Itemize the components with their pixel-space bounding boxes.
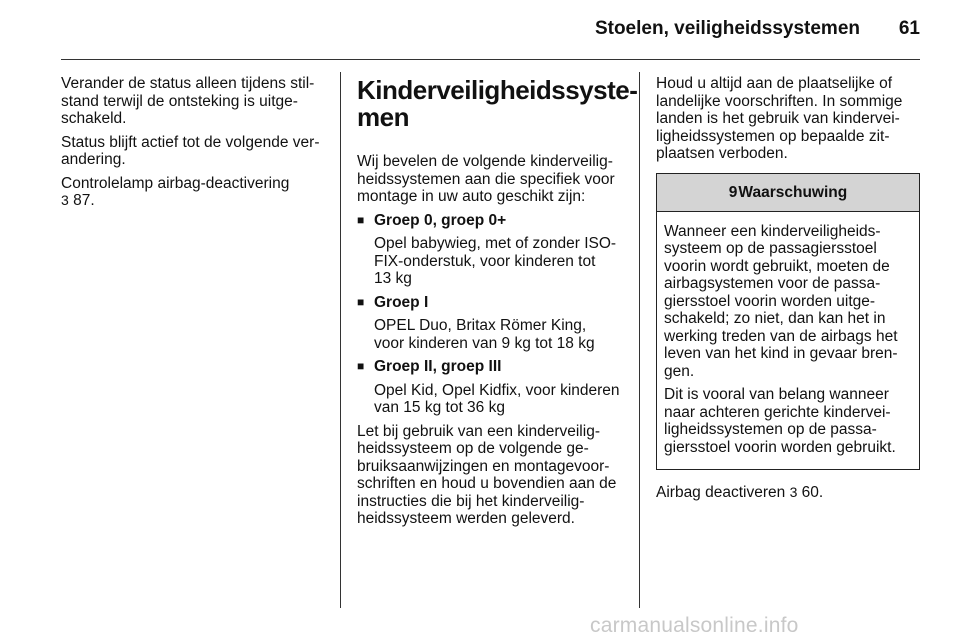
intro-paragraph bbox=[357, 153, 625, 206]
heading-line: men bbox=[357, 102, 409, 132]
reference-page: 60. bbox=[801, 484, 824, 501]
page-number: 61 bbox=[898, 18, 920, 39]
text-line: voorin wordt gebruikt, moeten de bbox=[664, 257, 890, 275]
text-line: FIX-onderstuk, voor kinderen tot bbox=[374, 252, 596, 270]
column-divider-right bbox=[639, 72, 640, 608]
text-line: Controlelamp airbag-deactivering bbox=[61, 174, 290, 192]
bullet-square-icon: ■ bbox=[357, 212, 365, 227]
warning-icon: 9 bbox=[728, 183, 738, 201]
airbag-reference-paragraph bbox=[656, 484, 922, 502]
paragraph bbox=[61, 134, 329, 169]
text-line: Dit is vooral van belang wanneer bbox=[664, 386, 889, 403]
reference-page: 87. bbox=[73, 192, 95, 209]
text-line: schakeld. bbox=[61, 110, 127, 127]
page-reference-link[interactable] bbox=[61, 192, 329, 210]
warning-title: Waarschuwing bbox=[738, 183, 848, 201]
text-line: Opel babywieg, met of zonder ISO- bbox=[374, 235, 617, 252]
text-line: OPEL Duo, Britax Römer King, bbox=[374, 317, 587, 334]
column-3 bbox=[656, 75, 922, 508]
column-1 bbox=[61, 75, 329, 216]
group-title: Groep I bbox=[374, 293, 429, 311]
bullet-square-icon: ■ bbox=[357, 359, 365, 373]
text-line: Verander de status alleen tijdens stil- bbox=[61, 75, 315, 92]
text-line: andering. bbox=[61, 151, 126, 168]
bullet-square-icon: ■ bbox=[357, 294, 365, 309]
header-divider bbox=[61, 59, 920, 60]
warning-paragraph bbox=[664, 386, 913, 456]
column-2 bbox=[357, 75, 638, 534]
text-line: schriften en houd u bovendien aan de bbox=[357, 475, 617, 492]
text-line: ligheidssystemen op bepaalde zit- bbox=[656, 127, 890, 145]
text-line: van 15 kg tot 36 kg bbox=[374, 399, 505, 416]
text-line: heidssystemen aan die specifiek voor bbox=[357, 170, 615, 188]
text-line: Wanneer een kinderveiligheids- bbox=[664, 222, 881, 240]
watermark: carmanualsonline.info bbox=[590, 614, 799, 637]
group-title: Groep 0, groep 0+ bbox=[374, 211, 507, 229]
text-line: Status blijft actief tot de volgende ver- bbox=[61, 133, 320, 151]
page-reference-link[interactable] bbox=[790, 484, 824, 501]
text-line: plaatsen verboden. bbox=[656, 145, 788, 162]
warning-paragraph bbox=[664, 223, 913, 381]
warning-box bbox=[656, 173, 920, 471]
paragraph bbox=[61, 75, 329, 128]
text-line: naar achteren gerichte kindervei- bbox=[664, 403, 891, 421]
text-line: schakeld; zo niet, dan kan het in bbox=[664, 310, 886, 327]
text-line: leven van het kind in gevaar bren- bbox=[664, 345, 898, 362]
text-line: heidssysteem werden geleverd. bbox=[357, 510, 575, 527]
text-line: systeem op de passagiersstoel bbox=[664, 240, 877, 257]
group-title: Groep II, groep III bbox=[374, 358, 502, 375]
reference-arrow-icon: 3 bbox=[61, 192, 69, 208]
text-line: stand terwijl de ontsteking is uitge- bbox=[61, 92, 298, 110]
group-list-item bbox=[357, 358, 625, 417]
text-line: bruiksaanwijzingen en montagevoor- bbox=[357, 457, 610, 475]
text-line: 13 kg bbox=[374, 270, 412, 287]
text-line: Let bij gebruik van een kinderveilig- bbox=[357, 422, 600, 440]
text-line: giersstoel voorin worden uitge- bbox=[664, 292, 876, 310]
column-divider-left bbox=[340, 72, 341, 608]
text-line: werking treden van de airbags het bbox=[664, 327, 898, 345]
text-line: airbagsystemen voor de passa- bbox=[664, 275, 881, 292]
section-heading bbox=[357, 75, 638, 132]
closing-paragraph bbox=[357, 423, 625, 528]
paragraph bbox=[61, 175, 329, 210]
text-line: giersstoel voorin worden gebruikt. bbox=[664, 438, 896, 456]
text-line: voor kinderen van 9 kg tot 18 kg bbox=[374, 334, 595, 352]
text-line: heidssysteem op de volgende ge- bbox=[357, 440, 589, 457]
group-list-item bbox=[357, 212, 625, 288]
reference-arrow-icon: 3 bbox=[789, 484, 798, 500]
intro-paragraph bbox=[656, 75, 922, 163]
text-line: ligheidssystemen op de passa- bbox=[664, 421, 877, 438]
airbag-text: Airbag deactiveren bbox=[656, 484, 786, 501]
text-line: landelijke voorschriften. In sommige bbox=[656, 92, 903, 110]
text-line: landen is het gebruik van kindervei- bbox=[656, 110, 900, 127]
text-line: instructies die bij het kinderveilig- bbox=[357, 492, 585, 510]
warning-body bbox=[657, 212, 919, 470]
group-description bbox=[374, 317, 625, 352]
warning-header bbox=[657, 174, 919, 212]
text-line: gen. bbox=[664, 362, 695, 380]
text-line: Wij bevelen de volgende kinderveilig- bbox=[357, 153, 613, 170]
group-list-item bbox=[357, 294, 625, 353]
heading-line: Kinderveiligheidssyste- bbox=[357, 75, 638, 105]
group-description bbox=[374, 235, 625, 288]
text-line: Opel Kid, Opel Kidfix, voor kinderen bbox=[374, 381, 620, 399]
text-line: Houd u altijd aan de plaatselijke of bbox=[656, 75, 893, 92]
group-description bbox=[374, 382, 625, 417]
text-line: montage in uw auto geschikt zijn: bbox=[357, 188, 586, 205]
page-header-title: Stoelen, veiligheidssystemen bbox=[594, 18, 860, 39]
